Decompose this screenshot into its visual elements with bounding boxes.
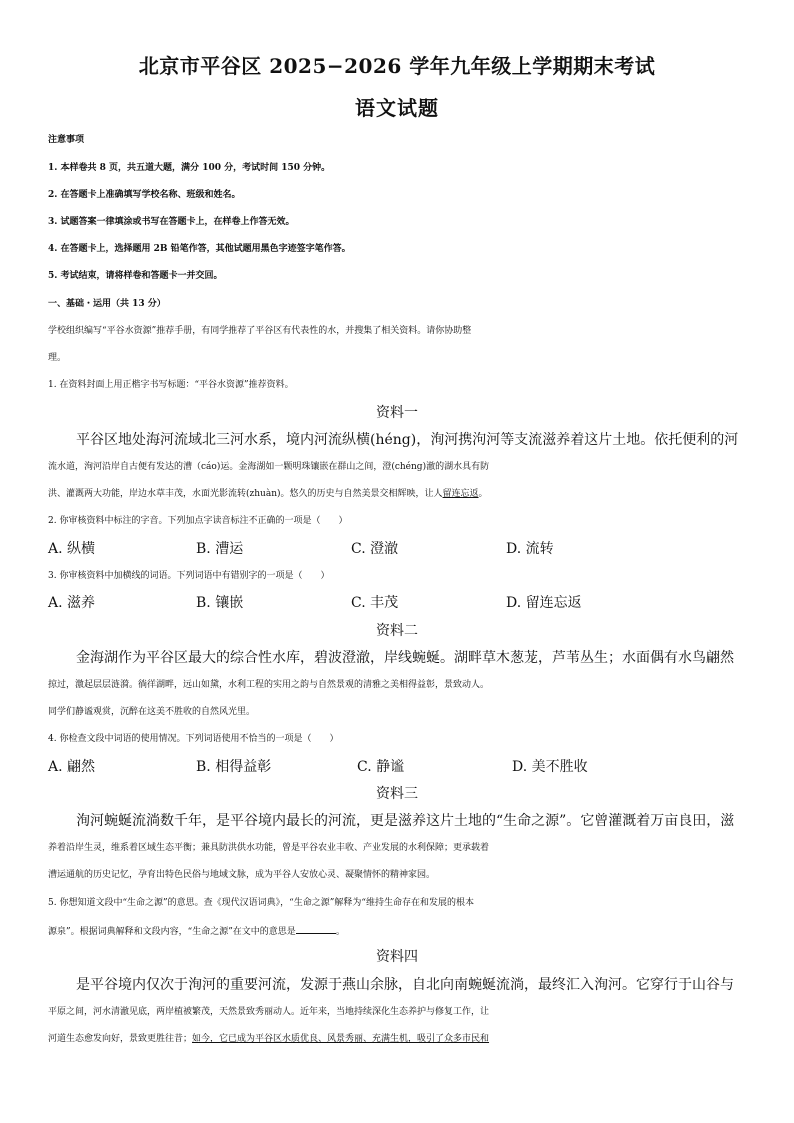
material-2-title: 资料二 xyxy=(376,623,418,639)
underlined-phrase: 留连忘返 xyxy=(442,489,479,499)
q2-option-d: D. 流转 xyxy=(506,541,554,557)
question-5-line-1: 5. 你想知道文段中“生命之源”的意思。查《现代汉语词典》，“生命之源”解释为“维持生命存在和发展的根本 xyxy=(48,898,474,908)
material-4-line-1: 是平谷境内仅次于洵河的重要河流，发源于燕山余脉，自北向南蜿蜒流淌，最终汇入洵河。它穿行于山谷与 xyxy=(76,977,734,993)
q2-option-c: C. 澄澈 xyxy=(351,541,399,557)
exam-subtitle: 语文试题 xyxy=(355,96,439,120)
question-5-end: 。 xyxy=(335,927,345,937)
notice-item-3: 3. 试题答案一律填涂或书写在答题卡上，在样卷上作答无效。 xyxy=(48,217,295,227)
material-2-line-3: 同学们静谧观赏，沉醉在这美不胜收的自然风光里。 xyxy=(48,707,256,717)
question-3: 3. 你审核资料中加横线的词语。下列词语中有错别字的一项是（ ） xyxy=(48,571,330,581)
material-3-title: 资料三 xyxy=(376,786,418,802)
material-4-line-3-text: 河道生态愈发向好，景致更胜往昔； xyxy=(48,1034,193,1044)
material-4-line-3 xyxy=(48,1030,748,1048)
question-4: 4. 你检查文段中词语的使用情况。下列词语使用不恰当的一项是（ ） xyxy=(48,734,339,744)
q4-option-b: B. 相得益彰 xyxy=(196,759,272,775)
question-5-line-2 xyxy=(48,921,748,941)
material-3-line-2: 养着沿岸生灵，维系着区域生态平衡；兼具防洪供水功能，曾是平谷农业丰收、产业发展的水利保障；更承载着 xyxy=(48,843,490,853)
notice-item-4: 4. 在答题卡上，选择题用 2B 铅笔作答，其他试题用黑色字迹签字笔作答。 xyxy=(48,244,351,254)
material-1-line-3-end: 。 xyxy=(478,489,488,499)
material-1-line-2: 流水道，洵河沿岸自古便有发达的漕（cáo)运。金海湖如一颗明珠镶嵌在群山之间，澄(chéng)澈的湖水具有防 xyxy=(48,462,490,472)
q4-option-c: C. 静谧 xyxy=(357,759,405,775)
material-1-line-3 xyxy=(48,485,748,503)
q3-option-c: C. 丰茂 xyxy=(351,595,399,611)
notice-item-1: 1. 本样卷共 8 页，共五道大题，满分 100 分，考试时间 150 分钟。 xyxy=(48,163,331,173)
notice-heading: 注意事项 xyxy=(48,135,85,145)
q4-option-a: A. 翩然 xyxy=(48,759,96,775)
q2-option-a: A. 纵横 xyxy=(48,541,96,557)
intro-line-1: 学校组织编写“平谷水资源”推荐手册，有同学推荐了平谷区有代表性的水，并搜集了相关资料。请你协助整 xyxy=(48,326,472,336)
material-3-line-1: 洵河蜿蜒流淌数千年，是平谷境内最长的河流，更是滋养这片土地的“生命之源”。它曾灌溉着万亩良田，滋 xyxy=(76,813,735,829)
notice-item-5: 5. 考试结束，请将样卷和答题卡一并交回。 xyxy=(48,271,223,281)
notice-item-2: 2. 在答题卡上准确填写学校名称、班级和姓名。 xyxy=(48,190,241,200)
underlined-sentence: 如今，它已成为平谷区水质优良、风景秀丽、充满生机，吸引了众多市民和 xyxy=(192,1034,490,1044)
q3-option-a: A. 滋养 xyxy=(48,595,96,611)
material-4-title: 资料四 xyxy=(376,949,418,965)
material-1-title: 资料一 xyxy=(376,405,418,421)
q3-option-b: B. 镶嵌 xyxy=(196,595,244,611)
q3-option-d: D. 留连忘返 xyxy=(506,595,582,611)
exam-title: 北京市平谷区 2025−2026 学年九年级上学期期末考试 xyxy=(138,54,656,78)
answer-blank[interactable] xyxy=(296,921,336,934)
intro-line-2: 理。 xyxy=(48,353,67,363)
question-1: 1. 在资料封面上用正楷字书写标题：“平谷水资源”推荐资料。 xyxy=(48,380,294,390)
question-5-text: 源泉”。根据词典解释和文段内容，“生命之源”在文中的意思是 xyxy=(48,927,296,937)
material-2-line-1: 金海湖作为平谷区最大的综合性水库，碧波澄澈，岸线蜿蜒。湖畔草木葱茏，芦苇丛生；水面偶有水鸟翩然 xyxy=(76,650,734,666)
q4-option-d: D. 美不胜收 xyxy=(512,759,588,775)
material-1-line-1: 平谷区地处海河流域北三河水系，境内河流纵横(héng)，洵河携泃河等支流滋养着这片土地。依托便利的河 xyxy=(76,432,739,448)
section-heading: 一、基础・运用（共 13 分） xyxy=(48,299,166,309)
q2-option-b: B. 漕运 xyxy=(196,541,244,557)
material-1-line-3-text: 洪、灌溉两大功能，岸边水草丰茂，水面光影流转(zhuàn)。悠久的历史与自然美景交相辉映，让人 xyxy=(48,489,443,499)
material-3-line-3: 漕运通航的历史记忆，孕育出特色民俗与地域文脉，成为平谷人安放心灵、凝聚情怀的精神家园。 xyxy=(48,870,436,880)
material-2-line-2: 掠过，激起层层涟漪。徜徉湖畔，远山如黛，水利工程的实用之韵与自然景观的清雅之美相得益彰，景致动人。 xyxy=(48,680,490,690)
question-2: 2. 你审核资料中标注的字音。下列加点字读音标注不正确的一项是（ ） xyxy=(48,516,348,526)
material-4-line-2: 平原之间，河水清澈见底，两岸植被繁茂，天然景致秀丽动人。近年来，当地持续深化生态养护与修复工作，让 xyxy=(48,1007,490,1017)
